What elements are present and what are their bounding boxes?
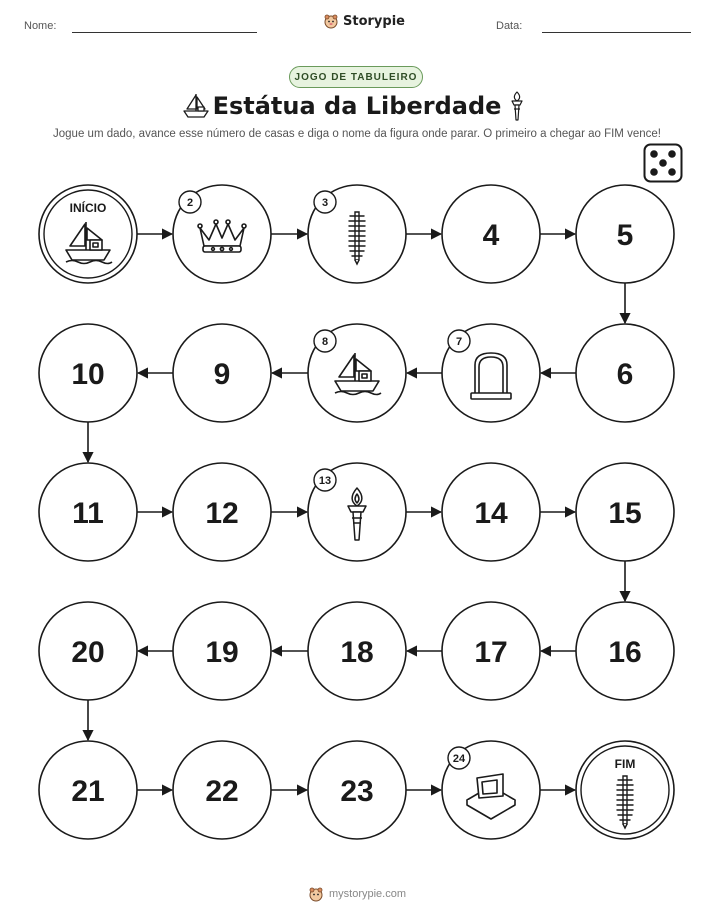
board-space[interactable] (173, 463, 271, 561)
board-space[interactable] (173, 185, 271, 283)
space-number: 16 (608, 636, 642, 669)
board-space[interactable] (173, 602, 271, 700)
space-badge-number: 13 (318, 475, 332, 487)
board-space[interactable] (576, 324, 674, 422)
board-space[interactable] (39, 602, 137, 700)
space-badge-number: 2 (186, 197, 194, 209)
space-number: 19 (205, 636, 239, 669)
space-badge-number: 8 (321, 336, 329, 348)
space-number: 22 (205, 775, 239, 808)
space-label: INÍCIO (69, 201, 107, 215)
instructions-text: Jogue um dado, avance esse número de casas e diga o nome da figura onde parar. O primeiro a chegar ao FIM vence! (53, 128, 661, 140)
space-number: 15 (608, 497, 642, 530)
space-badge-number: 24 (452, 753, 466, 765)
space-number: 21 (71, 775, 105, 808)
board-space[interactable] (308, 602, 406, 700)
board-space[interactable] (308, 741, 406, 839)
footer-site: mystorypie.com (328, 888, 407, 900)
board-space[interactable] (173, 324, 271, 422)
page-title: Estátua da Liberdade (212, 92, 502, 120)
board-space[interactable] (308, 463, 406, 561)
board-space[interactable] (576, 185, 674, 283)
name-label: Nome: (24, 20, 57, 32)
board-space[interactable] (308, 324, 406, 422)
space-number: 4 (482, 219, 500, 252)
space-number: 5 (616, 219, 634, 252)
board-space[interactable] (39, 741, 137, 839)
space-number: 6 (616, 358, 634, 391)
start-space[interactable] (39, 185, 137, 283)
space-number: 14 (474, 497, 508, 530)
space-badge-number: 7 (455, 336, 463, 348)
space-number: 10 (71, 358, 105, 391)
mascot-icon (308, 886, 324, 902)
board-space[interactable] (442, 324, 540, 422)
space-number: 9 (213, 358, 231, 391)
space-number: 12 (205, 497, 239, 530)
board-space[interactable] (442, 185, 540, 283)
board-space[interactable] (173, 741, 271, 839)
space-number: 20 (71, 636, 105, 669)
space-number: 18 (340, 636, 374, 669)
board-space[interactable] (442, 602, 540, 700)
footer (0, 886, 714, 902)
space-number: 11 (72, 497, 104, 530)
board-space[interactable] (39, 324, 137, 422)
space-label: FIM (614, 757, 636, 771)
tablet-icon (471, 353, 511, 399)
game-type-badge: JOGO DE TABULEIRO (289, 66, 423, 88)
board-space[interactable] (576, 602, 674, 700)
finish-space[interactable] (576, 741, 674, 839)
brand-name: Storypie (343, 13, 405, 29)
board-space[interactable] (576, 463, 674, 561)
date-label: Data: (496, 20, 523, 32)
board-space[interactable] (39, 463, 137, 561)
space-number: 23 (340, 775, 374, 808)
board-space[interactable] (442, 463, 540, 561)
board-space[interactable] (308, 185, 406, 283)
space-badge-number: 3 (321, 197, 329, 209)
space-number: 17 (474, 636, 508, 669)
board-space[interactable] (442, 741, 540, 839)
